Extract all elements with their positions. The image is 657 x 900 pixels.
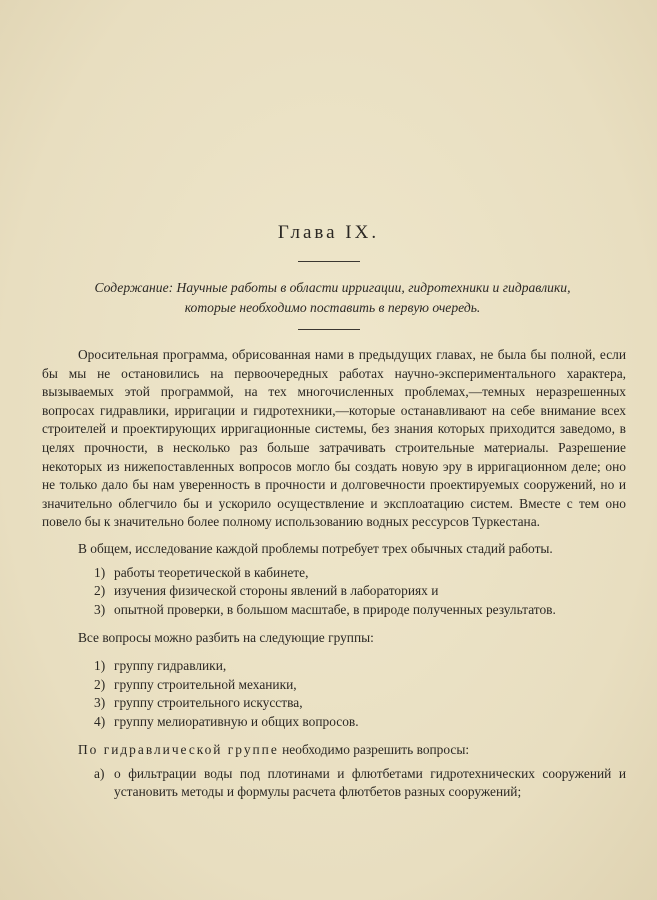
hydraulic-intro: По гидравлической группе необходимо разрешить вопросы: bbox=[78, 742, 470, 758]
groups-intro: Все вопросы можно разбить на следующие группы: bbox=[78, 630, 374, 646]
list-item: 3) опытной проверки, в большом масштабе, в природе полученных результатов. bbox=[94, 601, 556, 617]
title-divider bbox=[298, 261, 360, 262]
contents-line-2: которые необходимо поставить в первую очередь. bbox=[184, 300, 481, 315]
stages-intro: В общем, исследование каждой проблемы потребует трех обычных стадий работы. bbox=[78, 540, 553, 556]
contents-divider bbox=[298, 329, 360, 330]
chapter-contents bbox=[40, 278, 625, 318]
list-item: 1) работы теоретической в кабинете, bbox=[94, 564, 309, 580]
stages-list bbox=[42, 564, 626, 620]
list-item: 4) группу мелиоративную и общих вопросов. bbox=[94, 713, 359, 729]
list-item: 2) изучения физической стороны явлений в лабораториях и bbox=[94, 583, 439, 599]
list-item: 2) группу строительной механики, bbox=[94, 676, 297, 692]
list-item: а) о фильтрации воды под плотинами и флютбетами гидротехнических сооружений и установить методы и формулы расчета флютбетов разных сооружений; bbox=[94, 765, 626, 800]
hydraulic-group-label: По гидравлической группе bbox=[78, 742, 279, 758]
contents-line-1: Содержание: Научные работы в области ирригации, гидротехники и гидравлики, bbox=[94, 280, 571, 295]
groups-list bbox=[42, 657, 626, 731]
chapter-title: Глава IX. bbox=[277, 222, 380, 243]
list-item: 3) группу строительного искусства, bbox=[94, 695, 303, 711]
intro-paragraph: Оросительная программа, обрисованная нами в предыдущих главах, не была бы полной, если бы мы не остановились на первоочередных работах научно-экспериментального характера, вызываемых этой программой, на тех многочисленных проблемах,—темных неразрешенных вопросах гидравлики, ирригации и гидротехники,—которые останавливают на себе внимание всех строителей и проектирующих ирригационные системы, без знания которых приходится заведомо, в целях прочности, в несколько раз больше затрачивать строительные материалы. Разрешение некоторых из нижепоставленных вопросов могло бы создать новую эру в ирригационном деле; оно не только дало бы нам уверенность в прочности и долговечности проектируемых сооружений, но и значительно облегчило бы и ускорило осуществление и эксплоатацию систем. Вместе с тем оно повело бы к значительно более полному использованию водных рессурсов Туркестана. bbox=[42, 347, 626, 530]
body-text bbox=[42, 346, 626, 802]
list-item: 1) группу гидравлики, bbox=[94, 657, 227, 673]
hydraulic-list bbox=[42, 765, 626, 802]
